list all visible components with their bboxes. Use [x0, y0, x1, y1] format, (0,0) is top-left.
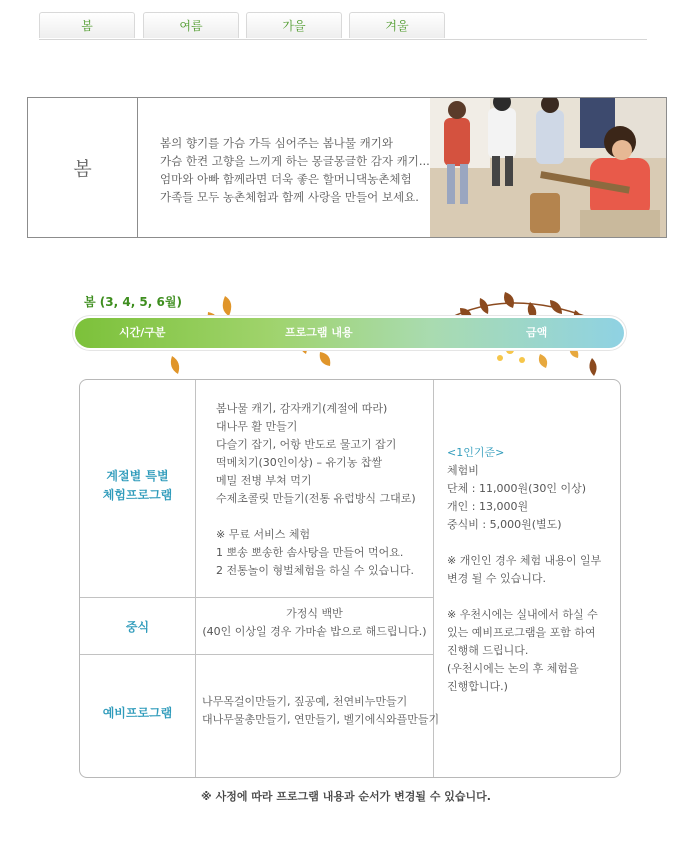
program-item: 수제초콜릿 만들기(전통 유럽방식 그대로) [216, 492, 416, 505]
price-line: 체험비 [447, 464, 479, 477]
price-info [447, 444, 601, 696]
price-line: 진행해 드립니다. [447, 644, 529, 657]
meal-description [196, 605, 433, 641]
program-item: 떡메치기(30인이상) – 유기농 찹쌀 [216, 456, 383, 469]
intro-text [160, 134, 460, 206]
header-time: 시간/구분 [119, 326, 166, 339]
price-line: 단체 : 11,000원(30인 이상) [447, 482, 587, 495]
price-line: ※ 우천시에는 실내에서 하실 수 [447, 608, 598, 621]
row-label-line: 체험프로그램 [102, 488, 173, 502]
row-label-seasonal [80, 467, 195, 505]
row-label-meal: 중식 [125, 620, 150, 634]
header-price: 금액 [526, 326, 548, 339]
reserve-program-list [202, 693, 439, 729]
price-heading: <1인기준> [447, 446, 505, 459]
meal-line: (40인 이상일 경우 가마솥 밥으로 해드립니다.) [202, 625, 427, 638]
intro-line: 봄의 향기를 가슴 가득 심어주는 봄나물 캐기와 [160, 136, 394, 150]
reserve-line: 대나무물총만들기, 연만들기, 벨기에식와플만들기 [202, 713, 440, 726]
meal-line: 가정식 백반 [286, 607, 343, 620]
price-line: ※ 개인인 경우 체험 내용이 일부 [447, 554, 602, 567]
free-service-item: 1 뽀송 뽀송한 솜사탕을 만들어 먹어요. [216, 546, 404, 559]
seasonal-program-list [216, 400, 416, 580]
children-farming-photo [430, 98, 666, 237]
season-intro-box [27, 97, 667, 238]
free-service-note: ※ 무료 서비스 체험 [216, 528, 311, 541]
free-service-item: 2 전통놀이 형벌체험을 하실 수 있습니다. [216, 564, 414, 577]
intro-line: 가슴 한켠 고향을 느끼게 하는 몽글몽글한 감자 캐기... [160, 154, 430, 168]
section-title: 봄 (3, 4, 5, 6월) [84, 295, 182, 309]
program-item [216, 508, 416, 526]
price-line: (우천시에는 논의 후 체험을 [447, 662, 579, 675]
price-line: 개인 : 13,000원 [447, 500, 529, 513]
program-table [79, 379, 621, 778]
tab-autumn[interactable]: 가을 [246, 12, 342, 38]
row-label-line: 계절별 특별 [106, 469, 169, 483]
footnote: ※ 사정에 따라 프로그램 내용과 순서가 변경될 수 있습니다. [201, 790, 491, 803]
tab-summer[interactable]: 여름 [143, 12, 239, 38]
price-line: 진행합니다.) [447, 680, 508, 693]
program-item: 대나무 활 만들기 [216, 420, 298, 433]
intro-line: 엄마와 아빠 함께라면 더욱 좋은 할머니댁농촌체험 [160, 172, 412, 186]
program-item: 메밀 전병 부쳐 먹기 [216, 474, 312, 487]
season-tabs [39, 12, 647, 40]
price-line [447, 534, 601, 552]
table-header-bar [75, 318, 624, 348]
price-line [447, 588, 601, 606]
season-label: 봄 [28, 98, 138, 237]
intro-line: 가족들 모두 농촌체험과 함께 사랑을 만들어 보세요. [160, 190, 419, 204]
price-line: 중식비 : 5,000원(별도) [447, 518, 562, 531]
price-line: 변경 될 수 있습니다. [447, 572, 546, 585]
reserve-line: 나무목걸이만들기, 짚공예, 천연비누만들기 [202, 695, 408, 708]
tab-spring[interactable]: 봄 [39, 12, 135, 38]
price-line: 있는 예비프로그램을 포함 하여 [447, 626, 596, 639]
header-program: 프로그램 내용 [285, 326, 353, 339]
program-item: 봄나물 캐기, 감자캐기(계절에 따라) [216, 402, 388, 415]
tab-winter[interactable]: 겨울 [349, 12, 445, 38]
row-label-reserve: 예비프로그램 [102, 706, 173, 720]
program-item: 다슬기 잡기, 어항 반도로 물고기 잡기 [216, 438, 397, 451]
